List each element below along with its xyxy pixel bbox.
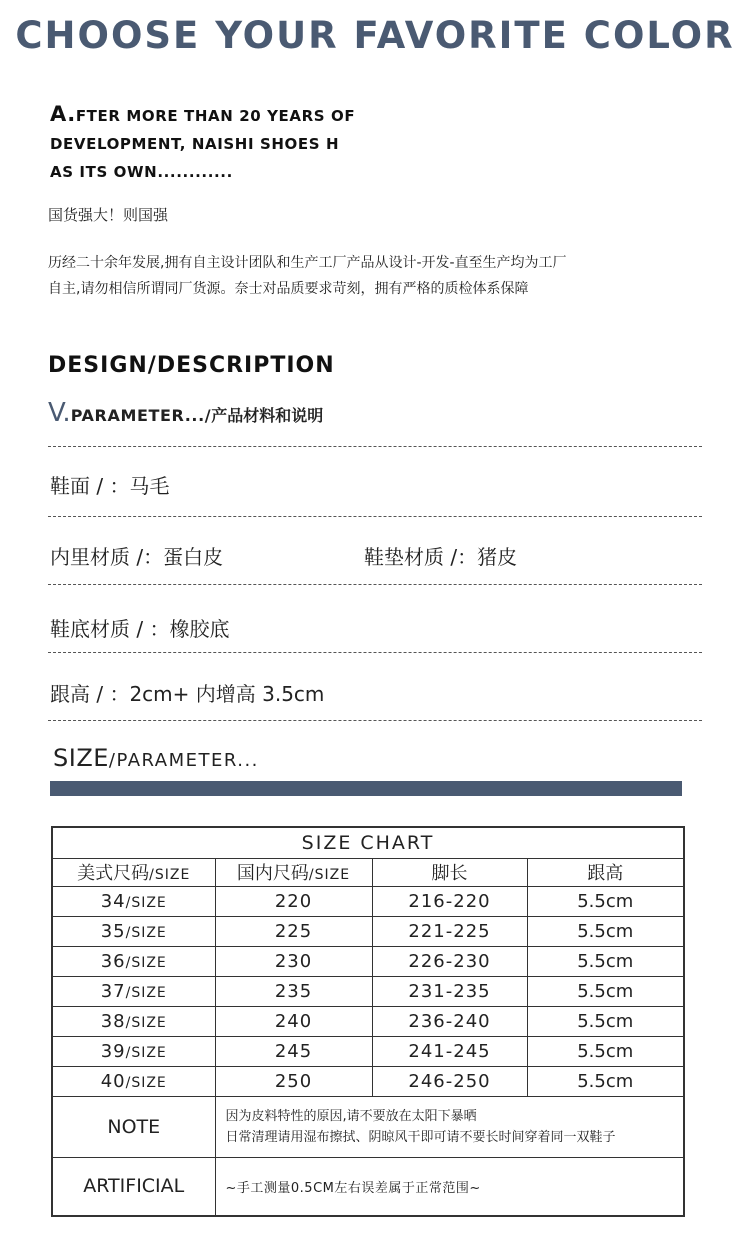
heel-height-cell: 5.5cm (527, 886, 684, 916)
intro-line-3: AS ITS OWN............ (50, 163, 233, 181)
size-heading-sub: /PARAMETER... (108, 750, 259, 771)
note-row (52, 1096, 684, 1157)
cn-size-cell: 225 (215, 916, 372, 946)
table-row (52, 976, 684, 1006)
divider (48, 446, 702, 447)
heel-height-cell: 5.5cm (527, 946, 684, 976)
page-title: CHOOSE YOUR FAVORITE COLOR (15, 14, 735, 57)
intro-first-letter: A. (50, 102, 76, 126)
divider (48, 584, 702, 585)
us-size-cell: 39/SIZE (52, 1036, 215, 1066)
size-chart-caption: SIZE CHART (52, 827, 684, 858)
parameter-heading-cn: 产品材料和说明 (211, 406, 324, 425)
us-size-cell: 34/SIZE (52, 886, 215, 916)
param-upper: 鞋面 / ：马毛 (50, 474, 170, 498)
us-size-cell: 36/SIZE (52, 946, 215, 976)
us-size-cell: 35/SIZE (52, 916, 215, 946)
header-us-size: 美式尺码/SIZE (52, 858, 215, 886)
param-lining: 内里材质 /：蛋白皮 (50, 545, 224, 569)
artificial-label: ARTIFICIAL (52, 1157, 215, 1216)
table-row (52, 946, 684, 976)
cn-size-cell: 220 (215, 886, 372, 916)
parameter-heading-text: PARAMETER.../ (70, 406, 212, 425)
size-heading (53, 744, 259, 772)
foot-length-cell: 221-225 (372, 916, 527, 946)
foot-length-cell: 216-220 (372, 886, 527, 916)
cn-size-cell: 235 (215, 976, 372, 1006)
heel-height-cell: 5.5cm (527, 1066, 684, 1096)
description-line-2: 自主,请勿相信所谓同厂货源。奈士对品质要求苛刻，拥有严格的质检体系保障 (48, 281, 529, 297)
param-sole: 鞋底材质 / ：橡胶底 (50, 617, 230, 641)
param-heel: 跟高 / ：2cm+ 内增高 3.5cm (50, 682, 325, 706)
description-line-1: 历经二十余年发展,拥有自主设计团队和生产工厂产品从设计-开发-直至生产均为工厂 (48, 255, 567, 271)
table-row (52, 886, 684, 916)
us-size-cell: 37/SIZE (52, 976, 215, 1006)
intro-line-1: A.FTER MORE THAN 20 YEARS OF (50, 102, 356, 126)
divider (48, 516, 702, 517)
foot-length-cell: 236-240 (372, 1006, 527, 1036)
foot-length-cell: 231-235 (372, 976, 527, 1006)
header-heel-height: 跟高 (527, 858, 684, 886)
cn-size-cell: 230 (215, 946, 372, 976)
foot-length-cell: 246-250 (372, 1066, 527, 1096)
us-size-cell: 40/SIZE (52, 1066, 215, 1096)
cn-size-cell: 245 (215, 1036, 372, 1066)
heel-height-cell: 5.5cm (527, 1036, 684, 1066)
slogan: 国货强大！则国强 (48, 206, 169, 224)
parameter-heading (48, 398, 323, 428)
intro-english (50, 100, 410, 186)
design-heading: DESIGN/DESCRIPTION (48, 353, 335, 378)
brand-description (48, 250, 698, 302)
intro-line-2: DEVELOPMENT, NAISHI SHOES H (50, 135, 340, 153)
size-chart (51, 826, 685, 1217)
heel-height-cell: 5.5cm (527, 1006, 684, 1036)
divider (48, 652, 702, 653)
note-label: NOTE (52, 1096, 215, 1157)
size-heading-bar (50, 781, 682, 796)
cn-size-cell: 250 (215, 1066, 372, 1096)
note-line-1: 因为皮料特性的原因,请不要放在太阳下暴晒 (225, 1108, 477, 1124)
divider (48, 720, 702, 721)
heel-height-cell: 5.5cm (527, 916, 684, 946)
note-text (215, 1096, 684, 1157)
heel-height-cell: 5.5cm (527, 976, 684, 1006)
param-insole: 鞋垫材质 /：猪皮 (364, 545, 518, 569)
header-foot-length: 脚长 (372, 858, 527, 886)
foot-length-cell: 241-245 (372, 1036, 527, 1066)
cn-size-cell: 240 (215, 1006, 372, 1036)
size-heading-main: SIZE (53, 744, 109, 772)
foot-length-cell: 226-230 (372, 946, 527, 976)
parameter-heading-letter: V. (48, 398, 71, 428)
table-row (52, 916, 684, 946)
table-row (52, 1006, 684, 1036)
header-cn-size: 国内尺码/SIZE (215, 858, 372, 886)
artificial-row (52, 1157, 684, 1216)
us-size-cell: 38/SIZE (52, 1006, 215, 1036)
table-row (52, 1036, 684, 1066)
artificial-text: ~手工测量0.5CM左右误差属于正常范围~ (215, 1157, 684, 1216)
table-row (52, 1066, 684, 1096)
size-chart-header-row (52, 858, 684, 886)
note-line-2: 日常清理请用湿布擦拭、阴晾风干即可请不要长时间穿着同一双鞋子 (225, 1129, 616, 1145)
